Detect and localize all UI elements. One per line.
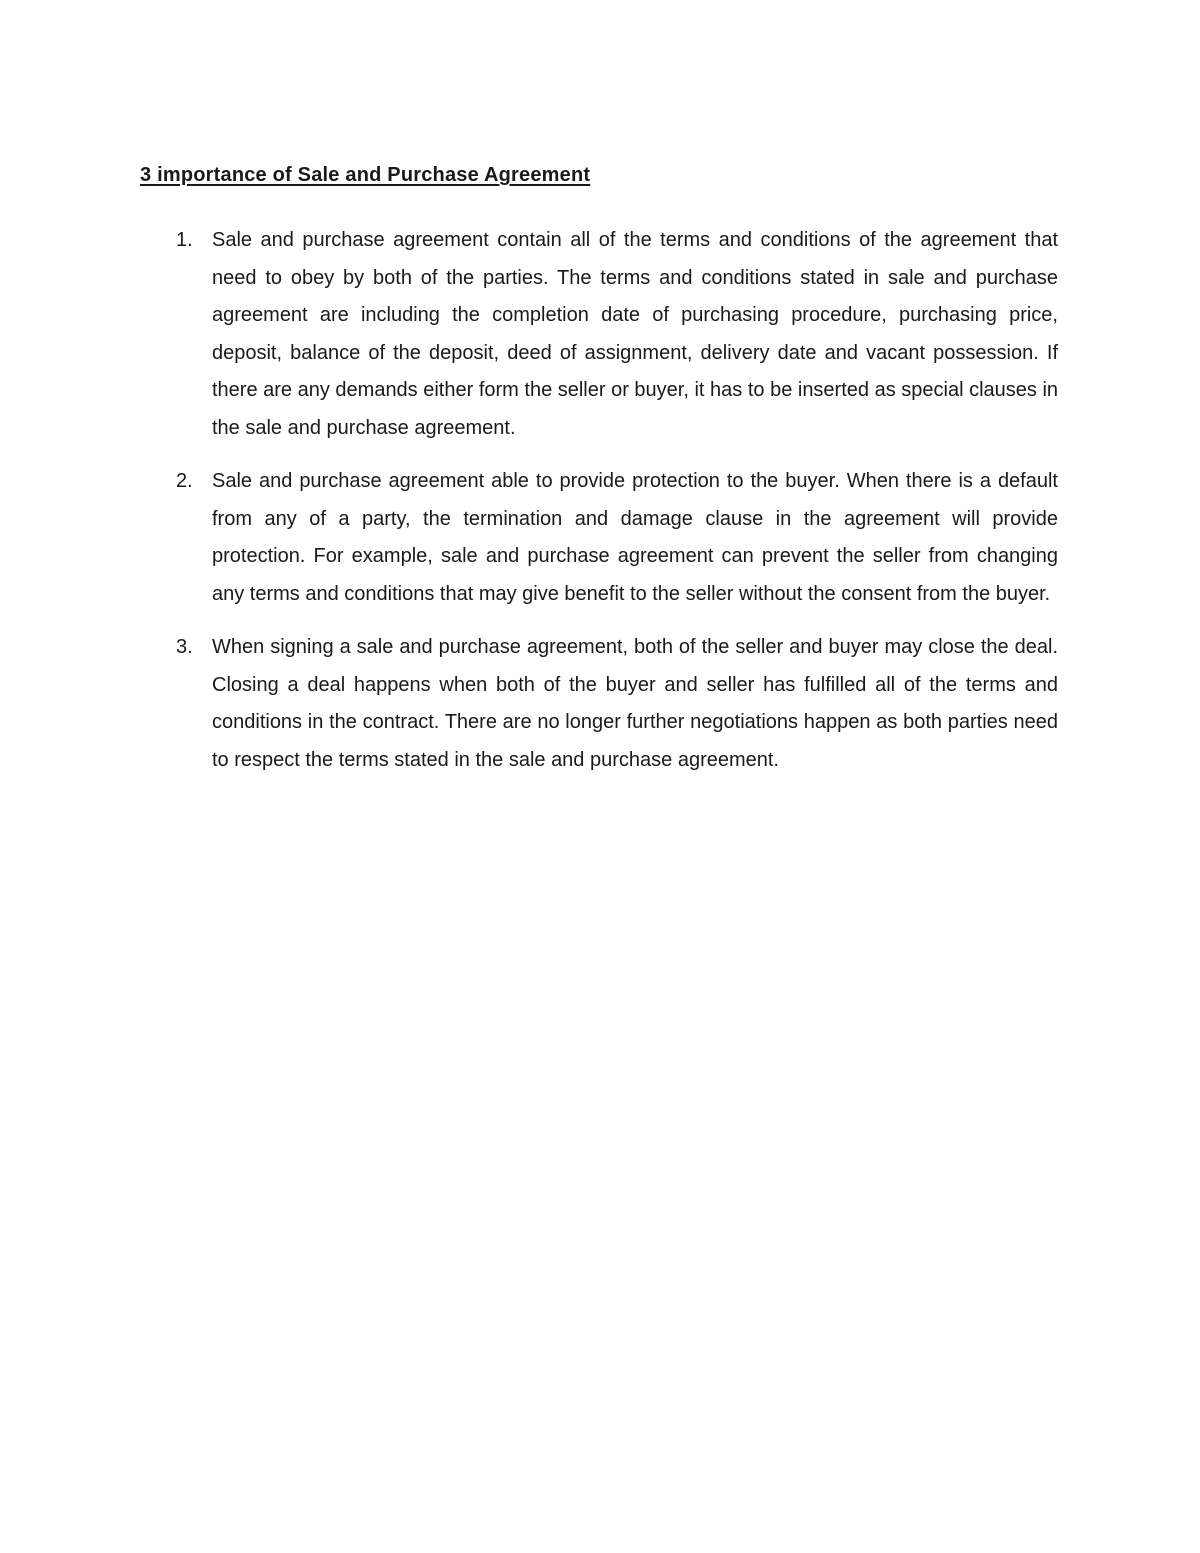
list-item-number: 3.	[176, 636, 193, 658]
list-item-text: Sale and purchase agreement able to provide protection to the buyer. When there is a default from any of a party, the termination and damage clause in the agreement will provide protection. For example, sale and purchase agreement can prevent the seller from changing any terms and conditions that may give benefit to the seller without the consent from the buyer.	[212, 470, 1058, 605]
list-item	[140, 629, 1058, 779]
list-item-number: 2.	[176, 470, 193, 492]
list-item-number: 1.	[176, 229, 193, 251]
list-item	[140, 463, 1058, 613]
list-item	[140, 222, 1058, 447]
document-heading: 3 importance of Sale and Purchase Agreement	[140, 164, 591, 186]
list-item-text: When signing a sale and purchase agreement, both of the seller and buyer may close the deal. Closing a deal happens when both of the buyer and seller has fulfilled all of the terms and conditions in the contract. There are no longer further negotiations happen as both parties need to respect the terms stated in the sale and purchase agreement.	[212, 636, 1058, 771]
numbered-list	[140, 222, 1058, 795]
list-item-text: Sale and purchase agreement contain all of the terms and conditions of the agreement that need to obey by both of the parties. The terms and conditions stated in sale and purchase agreement are including the completion date of purchasing procedure, purchasing price, deposit, balance of the deposit, deed of assignment, delivery date and vacant possession. If there are any demands either form the seller or buyer, it has to be inserted as special clauses in the sale and purchase agreement.	[212, 229, 1059, 439]
